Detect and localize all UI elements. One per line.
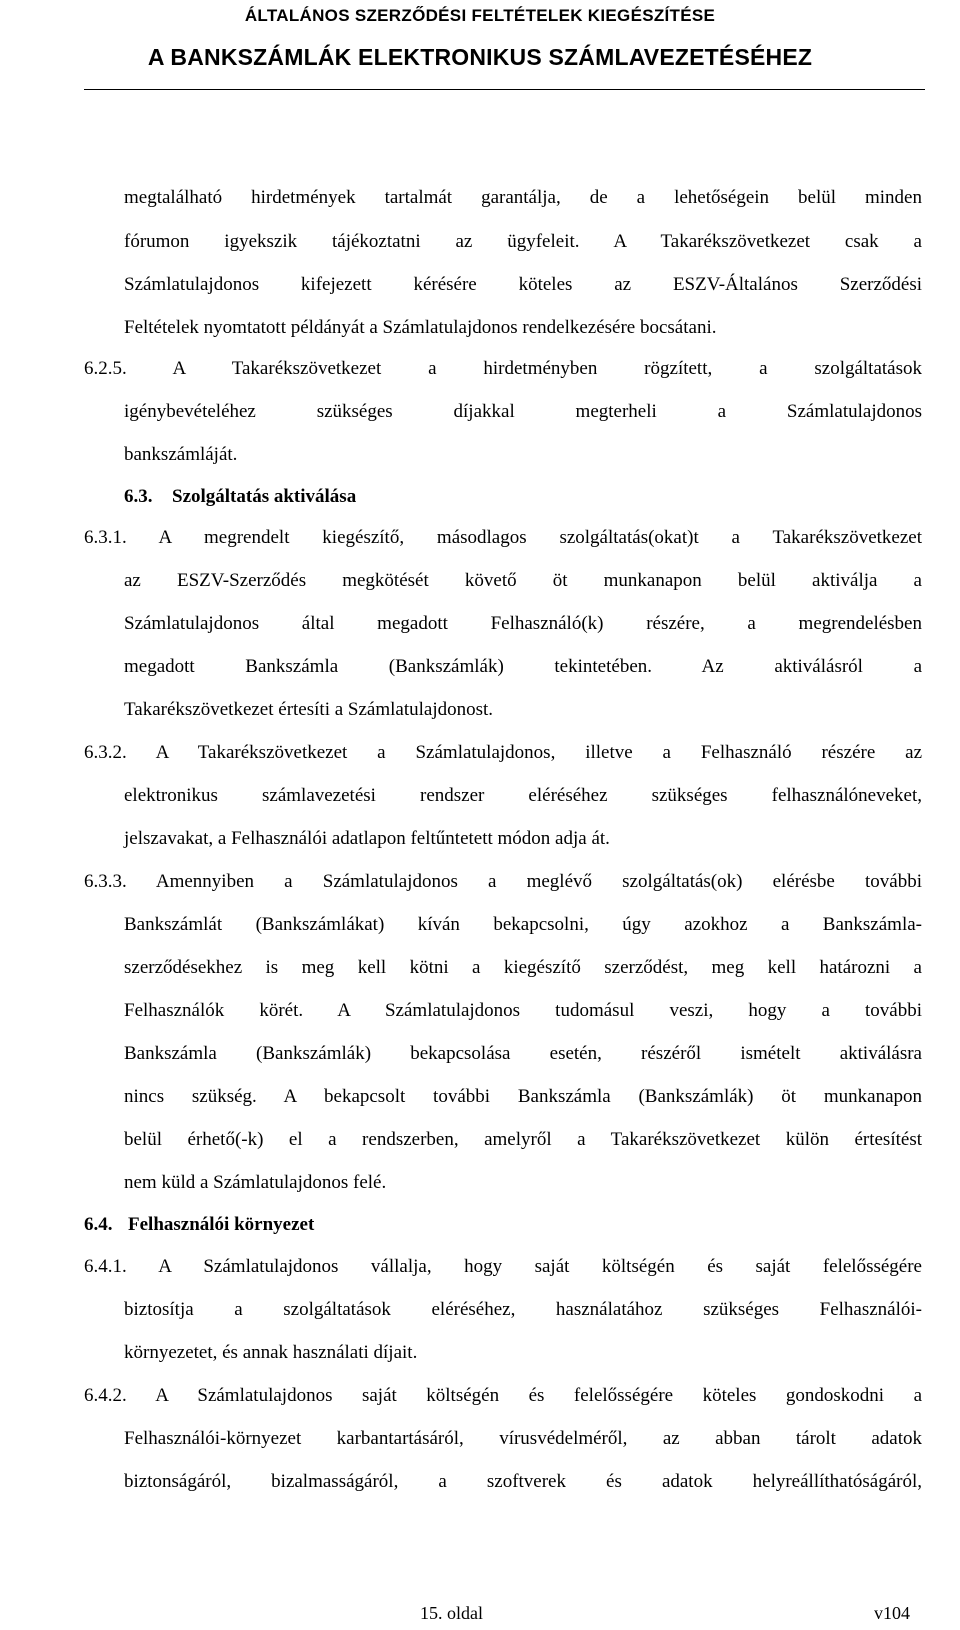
text-line: megtalálható hirdetmények tartalmát garantálja, de a lehetőségein belül minden <box>124 187 922 208</box>
clause-6-3-2-line: jelszavakat, a Felhasználói adatlapon feltűntetett módon adja át. <box>124 828 610 849</box>
clause-6-2-5-line: igénybevételéhez szükséges díjakkal megterheli a Számlatulajdonos <box>124 401 922 422</box>
clause-6-3-3-line: nincs szükség. A bekapcsolt további Bankszámla (Bankszámlák) öt munkanapon <box>124 1086 922 1107</box>
clause-6-4-2-line: 6.4.2. A Számlatulajdonos saját költségén és felelősségére köteles gondoskodni a <box>84 1385 922 1406</box>
section-6-3-title: Szolgáltatás aktiválása <box>172 486 357 507</box>
clause-6-3-1-line: 6.3.1. A megrendelt kiegészítő, másodlagos szolgáltatás(okat)t a Takarékszövetkezet <box>84 527 922 548</box>
clause-6-3-2-line: elektronikus számlavezetési rendszer eléréséhez szükséges felhasználóneveket, <box>124 785 922 806</box>
clause-6-3-3-line: 6.3.3. Amennyiben a Számlatulajdonos a meglévő szolgáltatás(ok) elérésbe további <box>84 871 922 892</box>
clause-6-3-3-line: Felhasználók körét. A Számlatulajdonos tudomásul veszi, hogy a további <box>124 1000 922 1021</box>
clause-6-3-1-line: az ESZV-Szerződés megkötését követő öt munkanapon belül aktiválja a <box>124 570 922 591</box>
version-label: v104 <box>874 1603 910 1623</box>
document-header-title: ÁLTALÁNOS SZERZŐDÉSI FELTÉTELEK KIEGÉSZÍTÉSE <box>244 6 716 25</box>
section-6-4-title: Felhasználói környezet <box>128 1214 315 1235</box>
clause-6-3-1-line: Számlatulajdonos által megadott Felhasználó(k) részére, a megrendelésben <box>124 613 922 634</box>
clause-6-3-3-line: Bankszámlát (Bankszámlákat) kíván bekapcsolni, úgy azokhoz a Bankszámla- <box>124 914 922 935</box>
clause-6-4-1-line: biztosítja a szolgáltatások eléréséhez, használatához szükséges Felhasználói- <box>124 1299 922 1320</box>
clause-6-3-1-line: Takarékszövetkezet értesíti a Számlatulajdonost. <box>124 699 494 720</box>
clause-6-3-1-line: megadott Bankszámla (Bankszámlák) tekintetében. Az aktiválásról a <box>124 656 922 677</box>
clause-6-3-3-line: Bankszámla (Bankszámlák) bekapcsolása esetén, részéről ismételt aktiválásra <box>124 1043 922 1064</box>
clause-6-2-5-line: 6.2.5. A Takarékszövetkezet a hirdetményben rögzített, a szolgáltatások <box>84 358 922 379</box>
clause-6-4-2-line: Felhasználói-környezet karbantartásáról, vírusvédelméről, az abban tárolt adatok <box>124 1428 922 1449</box>
section-6-3-number: 6.3. <box>124 486 153 507</box>
document-header-subtitle: A BANKSZÁMLÁK ELEKTRONIKUS SZÁMLAVEZETÉSÉHEZ <box>147 44 813 70</box>
clause-6-3-2-line: 6.3.2. A Takarékszövetkezet a Számlatulajdonos, illetve a Felhasználó részére az <box>84 742 922 763</box>
text-line: Feltételek nyomtatott példányát a Számlatulajdonos rendelkezésére bocsátani. <box>124 317 717 338</box>
clause-6-4-1-line: környezetet, és annak használati díjait. <box>124 1342 418 1363</box>
clause-6-3-3-line: nem küld a Számlatulajdonos felé. <box>124 1172 387 1193</box>
section-6-4-number: 6.4. <box>84 1214 113 1235</box>
clause-6-4-1-line: 6.4.1. A Számlatulajdonos vállalja, hogy saját költségén és saját felelősségére <box>84 1256 922 1277</box>
header-divider <box>84 89 925 90</box>
clause-6-3-3-line: belül érhető(-k) el a rendszerben, amelyről a Takarékszövetkezet külön értesítést <box>124 1129 922 1150</box>
clause-6-4-2-line: biztonságáról, bizalmasságáról, a szoftverek és adatok helyreállíthatóságáról, <box>124 1471 922 1492</box>
clause-6-2-5-line: bankszámláját. <box>124 444 238 465</box>
page-number: 15. oldal <box>420 1603 483 1623</box>
clause-6-3-3-line: szerződésekhez is meg kell kötni a kiegészítő szerződést, meg kell határozni a <box>124 957 922 978</box>
text-line: Számlatulajdonos kifejezett kérésére köteles az ESZV-Általános Szerződési <box>124 274 922 295</box>
text-line: fórumon igyekszik tájékoztatni az ügyfeleit. A Takarékszövetkezet csak a <box>124 231 922 252</box>
